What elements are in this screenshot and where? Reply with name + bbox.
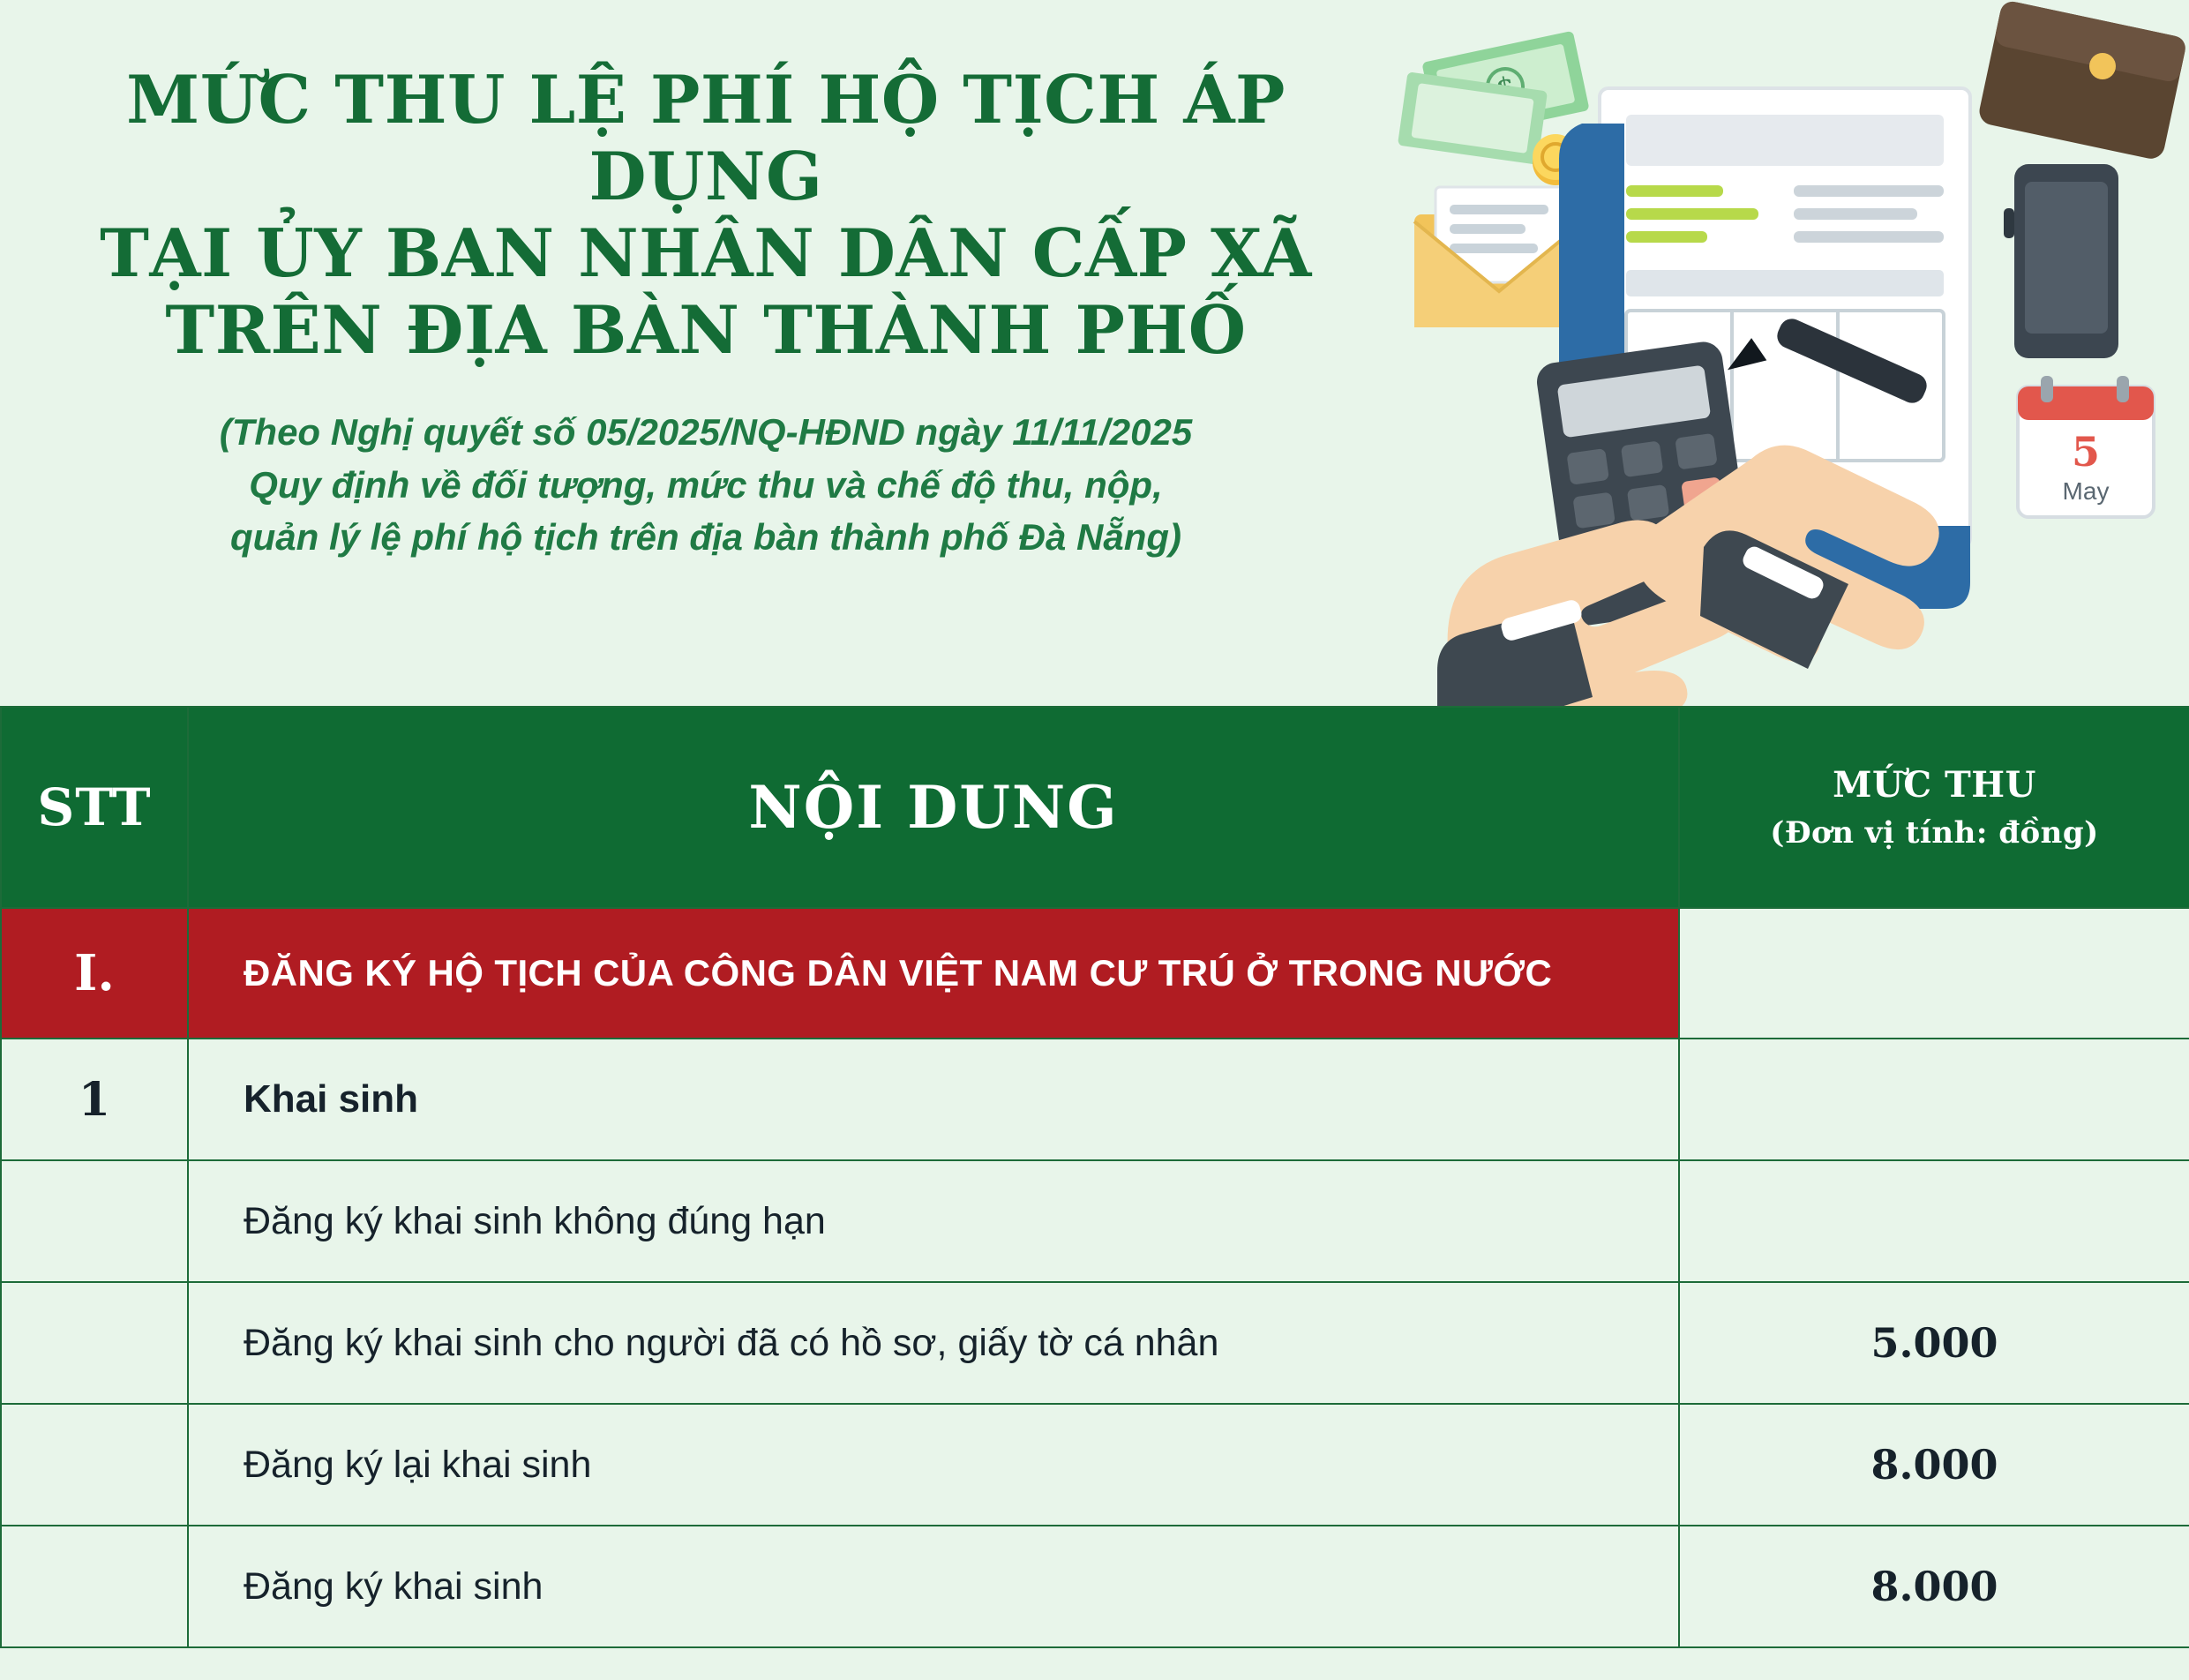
wallet-icon [1977,0,2188,161]
header [0,0,2189,706]
page-subtitle-line-1: (Theo Nghị quyết số 05/2025/NQ-HĐND ngày 11/11/2025 [219,411,1193,453]
column-header-fee [1679,707,2189,908]
column-header-fee-unit: (Đơn vị tính: đồng) [1770,814,2099,851]
row-content: ĐĂNG KÝ HỘ TỊCH CỦA CÔNG DÂN VIỆT NAM CƯ TRÚ Ở TRONG NƯỚC [188,908,1679,1039]
fee-table [0,706,2189,1648]
page-title-line-1: MỨC THU LỆ PHÍ HỘ TỊCH ÁP DỤNG [126,61,1286,215]
page-subtitle-line-2: Quy định về đối tượng, mức thu và chế độ thu, nộp, [249,463,1163,506]
row-stt: 1 [1,1039,188,1160]
envelope-icon [1414,187,1584,327]
calendar-month-text: May [2062,477,2110,505]
phone-icon [2004,164,2118,358]
table-row [1,1160,2189,1282]
page-subtitle-line-3: quản lý lệ phí hộ tịch trên địa bàn thành phố Đà Nẵng) [229,516,1181,559]
column-header-fee-label: MỨC THU [1833,763,2036,806]
calendar-day-text: 5 [2071,428,2101,476]
column-header-content: NỘI DUNG [188,707,1679,908]
page-title-line-3: TRÊN ĐỊA BÀN THÀNH PHỐ [165,291,1247,369]
table-row [1,1404,2189,1526]
row-fee [1679,1160,2189,1282]
row-stt [1,1160,188,1282]
row-fee [1679,1039,2189,1160]
row-stt: I. [1,908,188,1039]
table-row [1,1039,2189,1160]
row-content: Khai sinh [188,1039,1679,1160]
table-body [1,908,2189,1647]
table-row [1,1282,2189,1404]
calendar-icon [2018,376,2154,517]
header-illustration [1395,0,2189,706]
column-header-stt: STT [1,707,188,908]
row-fee [1679,908,2189,1039]
table-row [1,1526,2189,1647]
page-title-line-2: TẠI ỦY BAN NHÂN DÂN CẤP XÃ [100,214,1312,292]
header-text-block [0,0,1376,564]
row-content: Đăng ký khai sinh cho người đã có hồ sơ, giấy tờ cá nhân [188,1282,1679,1404]
row-fee: 5.000 [1679,1282,2189,1404]
page-subtitle [35,406,1376,564]
row-stt [1,1526,188,1647]
table-head [1,707,2189,908]
row-stt [1,1404,188,1526]
row-content: Đăng ký khai sinh [188,1526,1679,1647]
table-row [1,908,2189,1039]
row-fee: 8.000 [1679,1526,2189,1647]
table-header-row [1,707,2189,908]
page-title [35,62,1376,369]
row-stt [1,1282,188,1404]
row-content: Đăng ký lại khai sinh [188,1404,1679,1526]
row-fee: 8.000 [1679,1404,2189,1526]
row-content: Đăng ký khai sinh không đúng hạn [188,1160,1679,1282]
